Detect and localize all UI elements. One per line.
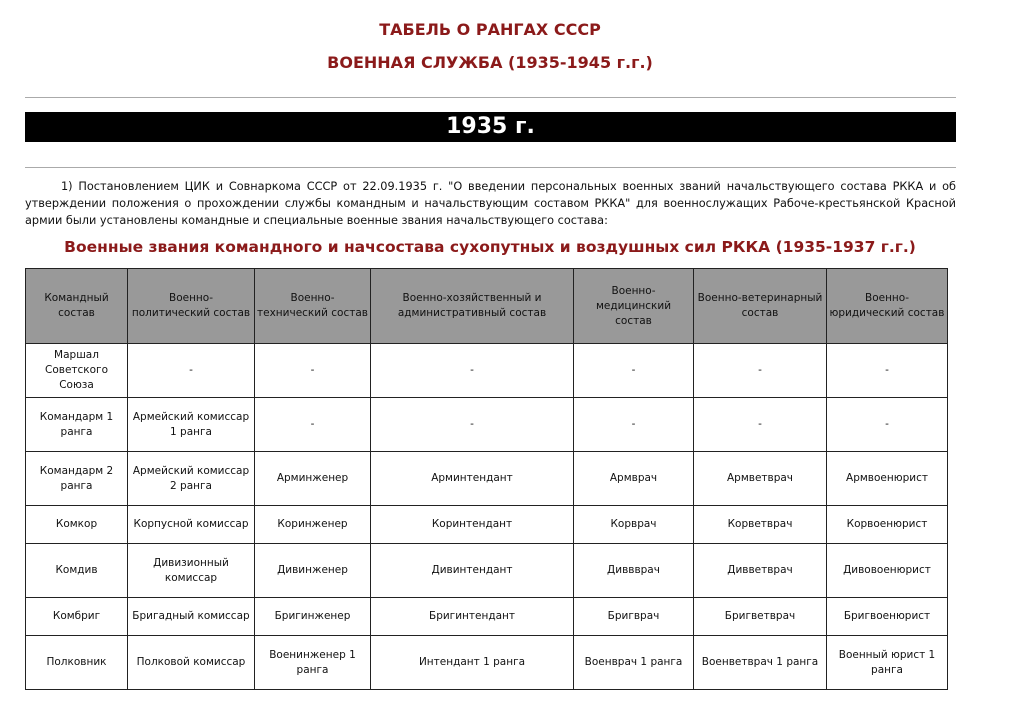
table-cell: Армврач [574,452,694,506]
intro-text: 1) Постановлением ЦИК и Совнаркома СССР от 22.09.1935 г. "О введении персональных военных званий начальствующего состава РККА и об утверждении положения о прохождении службы командным и начальствующим составом РККА" для военнослужащих Рабоче-крестьянской Красной армии были установлены командные и специальные военные звания начальствующего состава: [25,180,956,227]
table-row [26,544,948,598]
divider-top [25,97,956,98]
table-cell: Командарм 1 ранга [26,398,128,452]
table-cell: Военврач 1 ранга [574,636,694,690]
table-row [26,398,948,452]
year-banner: 1935 г. [25,112,956,142]
header-technical: Военно-технический состав [255,269,371,344]
table-cell: Арминженер [255,452,371,506]
document-title: ТАБЕЛЬ О РАНГАХ СССР [379,20,601,39]
table-cell: - [574,344,694,398]
table-cell: Армветврач [694,452,827,506]
table-row [26,344,948,398]
table-cell: Дивинтендант [371,544,574,598]
table-cell: - [371,398,574,452]
table-cell: - [827,344,948,398]
table-cell: - [574,398,694,452]
table-cell: Комдив [26,544,128,598]
table-cell: Коринженер [255,506,371,544]
table-row [26,506,948,544]
header-political: Военно-политический состав [128,269,255,344]
section-title: Военные звания командного и начсостава сухопутных и воздушных сил РККА (1935-1937 г.г.) [64,238,916,256]
table-cell: Бригинтендант [371,598,574,636]
table-cell: - [255,344,371,398]
table-row [26,452,948,506]
table-cell: Армвоенюрист [827,452,948,506]
table-cell: Бригветврач [694,598,827,636]
header-legal: Военно-юридический состав [827,269,948,344]
table-cell: Интендант 1 ранга [371,636,574,690]
table-header-row [26,269,948,344]
header-administrative: Военно-хозяйственный и административный состав [371,269,574,344]
table-row [26,636,948,690]
table-cell: Военинженер 1 ранга [255,636,371,690]
table-cell: Полковой комиссар [128,636,255,690]
table-cell: Военный юрист 1 ранга [827,636,948,690]
table-cell: Арминтендант [371,452,574,506]
header-medical: Военно-медицинский состав [574,269,694,344]
header-veterinary: Военно-ветеринарный состав [694,269,827,344]
intro-paragraph [25,178,956,229]
ranks-table [25,268,948,690]
table-cell: Бригинженер [255,598,371,636]
table-cell: Корпусной комиссар [128,506,255,544]
table-cell: Армейский комиссар 2 ранга [128,452,255,506]
table-cell: - [694,344,827,398]
divider-bottom [25,167,956,168]
table-cell: Дивветврач [694,544,827,598]
table-cell: Бригадный комиссар [128,598,255,636]
table-cell: Полковник [26,636,128,690]
table-cell: Диввврач [574,544,694,598]
table-cell: - [255,398,371,452]
table-cell: Дивизионный комиссар [128,544,255,598]
table-cell: Дивовоенюрист [827,544,948,598]
table-cell: Комкор [26,506,128,544]
table-cell: Бригвоенюрист [827,598,948,636]
header-command: Командный состав [26,269,128,344]
table-cell: - [827,398,948,452]
table-cell: Дивинженер [255,544,371,598]
table-cell: - [128,344,255,398]
table-cell: Коринтендант [371,506,574,544]
table-cell: Армейский комиссар 1 ранга [128,398,255,452]
table-cell: Маршал Советского Союза [26,344,128,398]
table-row [26,598,948,636]
table-cell: - [694,398,827,452]
table-cell: - [371,344,574,398]
table-cell: Корвоенюрист [827,506,948,544]
table-cell: Бригврач [574,598,694,636]
table-cell: Военветврач 1 ранга [694,636,827,690]
table-cell: Командарм 2 ранга [26,452,128,506]
table-cell: Корветврач [694,506,827,544]
document-subtitle: ВОЕННАЯ СЛУЖБА (1935-1945 г.г.) [327,53,653,72]
table-cell: Комбриг [26,598,128,636]
table-cell: Корврач [574,506,694,544]
